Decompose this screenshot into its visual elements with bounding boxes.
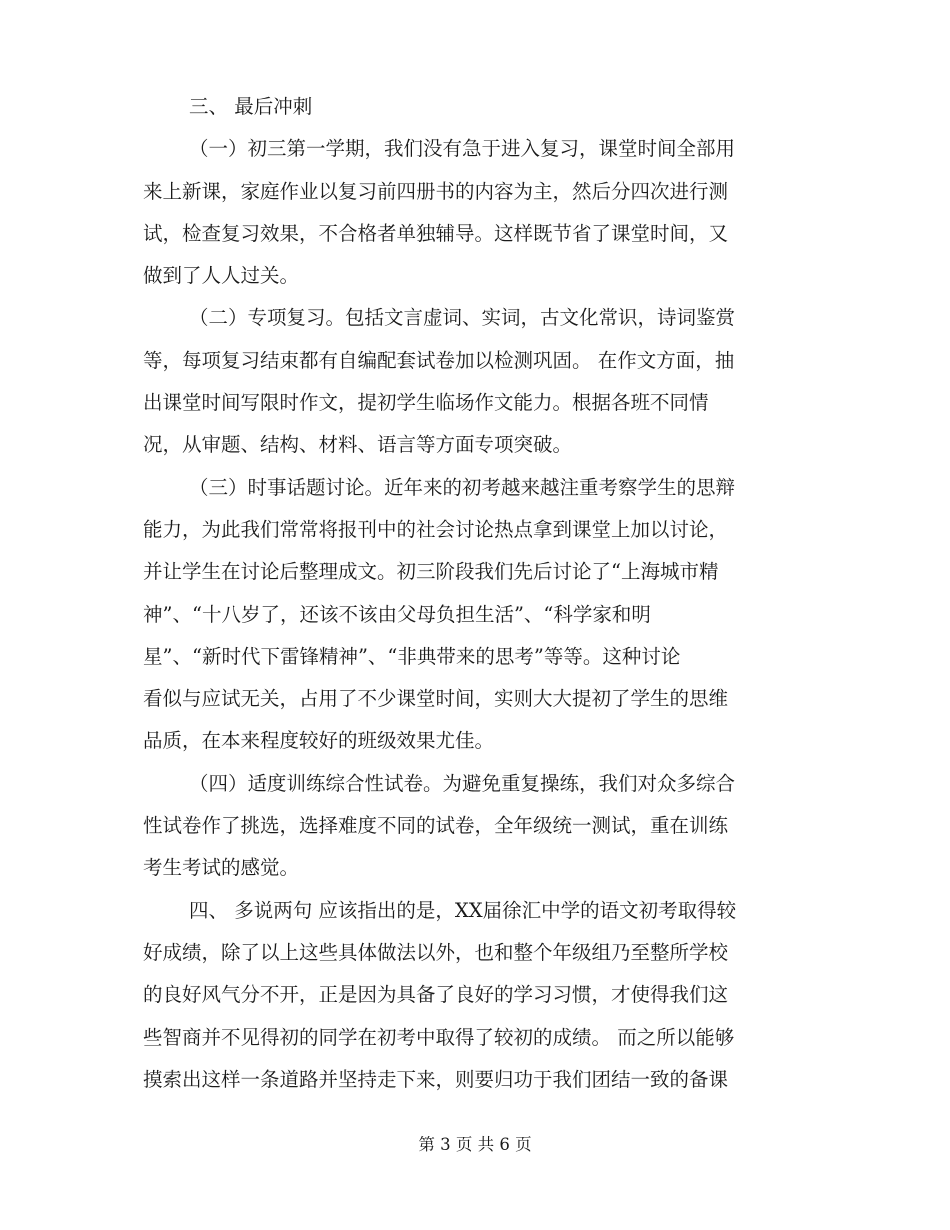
text-line: 况，从审题、结构、材料、语言等方面专项突破。 bbox=[143, 433, 573, 457]
text-line: 四、 多说两句 应该指出的是，XX届徐汇中学的语文初考取得较 bbox=[189, 898, 737, 922]
text-line: （一）初三第一学期，我们没有急于进入复习，课堂时间全部用 bbox=[189, 137, 736, 161]
text-line: 看似与应试无关，占用了不少课堂时间，实则大大提初了学生的思维 bbox=[143, 687, 729, 711]
text-line: 性试卷作了挑选，选择难度不同的试卷，全年级统一测试，重在训练 bbox=[143, 814, 729, 838]
text-line: 能力，为此我们常常将报刊中的社会讨论热点拿到课堂上加以讨论， bbox=[143, 517, 729, 541]
page-number-footer: 第 3 页 共 6 页 bbox=[418, 1135, 532, 1154]
text-line: 等，每项复习结束都有自编配套试卷加以检测巩固。 在作文方面，抽 bbox=[143, 348, 735, 372]
text-line: （二）专项复习。包括文言虚词、实词，古文化常识，诗词鉴赏 bbox=[189, 306, 736, 330]
text-line: （四）适度训练综合性试卷。为避免重复操练，我们对众多综合 bbox=[189, 771, 736, 795]
text-line: 好成绩，除了以上这些具体做法以外，也和整个年级组乃至整所学校 bbox=[143, 940, 729, 964]
text-line: 做到了人人过关。 bbox=[143, 264, 300, 288]
text-line: （三）时事话题讨论。近年来的初考越来越注重考察学生的思辩 bbox=[189, 475, 736, 499]
text-line: 星”、“新时代下雷锋精神”、“非典带来的思考”等等。这种讨论 bbox=[143, 644, 681, 668]
text-line: 考生考试的感觉。 bbox=[143, 856, 300, 880]
text-line: 试，检查复习效果，不合格者单独辅导。这样既节省了课堂时间，又 bbox=[143, 221, 729, 245]
document-body bbox=[143, 86, 808, 1101]
text-line: 三、 最后冲刺 bbox=[189, 95, 313, 118]
text-line: 出课堂时间写限时作文，提初学生临场作文能力。根据各班不同情 bbox=[143, 391, 709, 415]
text-line: 的良好风气分不开，正是因为具备了良好的学习习惯，才使得我们这 bbox=[143, 983, 729, 1007]
text-line: 并让学生在讨论后整理成文。初三阶段我们先后讨论了“上海城市精 bbox=[143, 560, 719, 584]
text-line: 神”、“十八岁了，还该不该由父母负担生活”、“科学家和明 bbox=[143, 602, 651, 626]
text-line: 些智商并不见得初的同学在初考中取得了较初的成绩。 而之所以能够 bbox=[143, 1025, 735, 1049]
text-line: 摸索出这样一条道路并坚持走下来，则要归功于我们团结一致的备课 bbox=[143, 1067, 729, 1091]
text-line: 来上新课，家庭作业以复习前四册书的内容为主，然后分四次进行测 bbox=[143, 179, 729, 203]
text-line: 品质，在本来程度较好的班级效果尤佳。 bbox=[143, 729, 495, 753]
